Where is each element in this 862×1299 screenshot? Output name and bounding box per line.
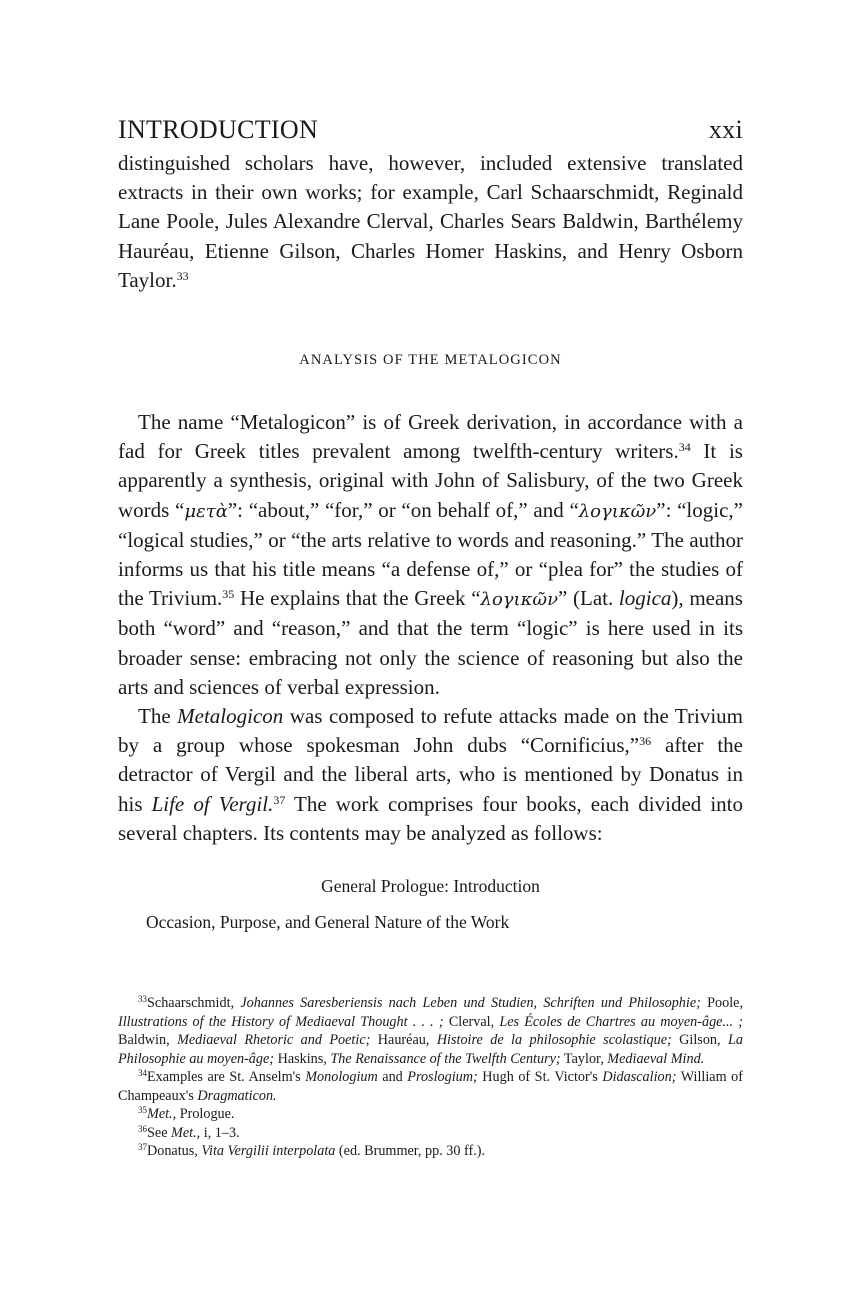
footnote-text: Hauréau, <box>370 1032 437 1048</box>
paragraph-2-text-g: ), means both “word” and “reason,” and that the term “logic” is here used in its broader sense: embracing not only the science of reasoning but also the arts and sciences of verbal expression. <box>118 586 743 699</box>
footnote-number: 37 <box>138 1142 147 1152</box>
title-metalogicon: Metalogicon <box>177 704 284 729</box>
paragraph-3 <box>118 702 743 848</box>
paragraph-3-text-a: The <box>138 704 178 729</box>
footnote-title: The Renaissance of the Twelfth Century; <box>330 1050 561 1067</box>
paragraph-2-text-a: The name “Metalogicon” is of Greek derivation, in accordance with a fad for Greek titles prevalent among twelfth-century writers. <box>118 410 743 464</box>
footnote-ref-37[interactable]: 37 <box>273 792 286 807</box>
paragraph-2 <box>118 408 743 702</box>
footnote-text: Gilson, <box>671 1032 728 1048</box>
footnote-34 <box>118 1068 743 1105</box>
prologue-title: General Prologue: Introduction <box>321 876 540 897</box>
page-number: xxi <box>708 115 743 144</box>
footnote-title: Les Écoles de Chartres au moyen-âge... ; <box>499 1013 743 1030</box>
footnote-title: Histoire de la philosophie scolastique; <box>436 1032 672 1048</box>
footnotes <box>118 994 743 1161</box>
footnote-text: See <box>147 1124 172 1141</box>
footnote-title: Mediaeval Mind. <box>607 1050 705 1067</box>
title-life-of-vergil: Life of Vergil. <box>151 791 274 816</box>
footnote-text: and <box>377 1069 408 1085</box>
footnote-text: Schaarschmidt, <box>147 995 241 1011</box>
footnote-title: Dragmaticon. <box>197 1087 277 1104</box>
paragraph-2-text-f: ” (Lat. <box>558 586 619 611</box>
footnote-text: Donatus, <box>147 1143 202 1159</box>
footnote-33 <box>118 994 743 1068</box>
paragraph-2-text-e: He explains that the Greek “ <box>234 586 481 611</box>
paragraph-3-text-c: after the detractor of Vergil and the liberal arts, who is mentioned by Donatus in his <box>118 733 743 816</box>
footnote-number: 35 <box>138 1105 147 1115</box>
footnote-text: Examples are St. Anselm's <box>147 1069 306 1085</box>
footnote-text: Haskins, <box>274 1050 331 1067</box>
footnote-text: Prologue. <box>176 1106 235 1122</box>
paragraph-2-text-b: It is apparently a synthesis, original with John of Salisbury, of the two Greek words “ <box>118 439 743 522</box>
footnote-text: (ed. Brummer, pp. 30 ff.). <box>335 1143 486 1159</box>
running-head <box>118 114 743 146</box>
paragraph-2-text-c: ”: “about,” “for,” or “on behalf of,” and “ <box>227 497 579 522</box>
footnote-ref-36[interactable]: 36 <box>639 734 652 749</box>
greek-word-logikon: λογικῶν <box>578 500 657 522</box>
footnote-number: 33 <box>138 994 147 1004</box>
footnote-title: Illustrations of the History of Mediaeval Thought . . . ; <box>118 1013 444 1030</box>
footnote-title: Vita Vergilii interpolata <box>201 1143 336 1159</box>
footnote-title: Mediaeval Rhetoric and Poetic; <box>177 1032 371 1048</box>
footnote-text: Baldwin, <box>118 1032 178 1048</box>
section-heading: ANALYSIS OF THE METALOGICON <box>299 352 562 369</box>
footnote-ref-33[interactable]: 33 <box>176 268 189 283</box>
footnote-text: William of Champeaux's <box>118 1069 743 1104</box>
paragraph-1-text: distinguished scholars have, however, included extensive translated extracts in their own works; for example, Carl Schaarschmidt, Reginald Lane Poole, Jules Alexandre Clerval, Charles Sears Baldwin, Barthélemy Hauréau, Etienne Gilson, Charles Homer Haskins, and Henry Osborn Taylor. <box>118 151 743 292</box>
footnote-title: Met., <box>171 1124 201 1141</box>
footnote-text: Taylor, <box>560 1050 608 1067</box>
latin-word-logica: logica <box>618 586 672 611</box>
page-body <box>118 114 743 934</box>
footnote-title: Monologium <box>305 1069 378 1085</box>
greek-word-logikon-2: λογικῶν <box>480 589 559 611</box>
footnote-ref-35[interactable]: 35 <box>222 587 235 602</box>
footnote-title: Proslogium; <box>407 1069 478 1085</box>
footnote-text: Hugh of St. Victor's <box>477 1069 603 1085</box>
footnote-title: Met., <box>147 1106 177 1122</box>
footnote-title: Johannes Saresberiensis nach Leben und Studien, Schriften und Philosophie; <box>240 995 701 1011</box>
paragraph-1 <box>118 149 743 295</box>
footnote-36 <box>118 1124 743 1143</box>
footnote-text: Poole, <box>700 995 743 1011</box>
footnote-35 <box>118 1105 743 1124</box>
footnote-number: 36 <box>138 1123 147 1134</box>
paragraph-2-text-d: ”: “logic,” “logical studies,” or “the arts relative to words and reasoning.” The author informs us that his title means “a defense of,” or “plea for” the studies of the Trivium. <box>118 497 743 611</box>
footnote-ref-34[interactable]: 34 <box>678 440 691 455</box>
running-head-title: INTRODUCTION <box>118 115 319 144</box>
paragraph-3-text-d: The work comprises four books, each divided into several chapters. Its contents may be analyzed as follows: <box>118 791 743 845</box>
paragraph-3-text-b: was composed to refute attacks made on the Trivium by a group whose spokesman John dubs “Cornificius,” <box>118 704 744 758</box>
greek-word-meta: μετὰ <box>184 500 228 522</box>
footnote-title: Didascalion; <box>602 1069 677 1085</box>
footnote-text: Clerval, <box>443 1013 500 1030</box>
footnote-title: La Philosophie au moyen-âge; <box>118 1032 743 1067</box>
prologue-subtitle: Occasion, Purpose, and General Nature of the Work <box>146 912 510 933</box>
footnote-37 <box>118 1142 743 1161</box>
footnote-text: i, 1–3. <box>200 1124 240 1141</box>
footnote-number: 34 <box>138 1068 147 1078</box>
